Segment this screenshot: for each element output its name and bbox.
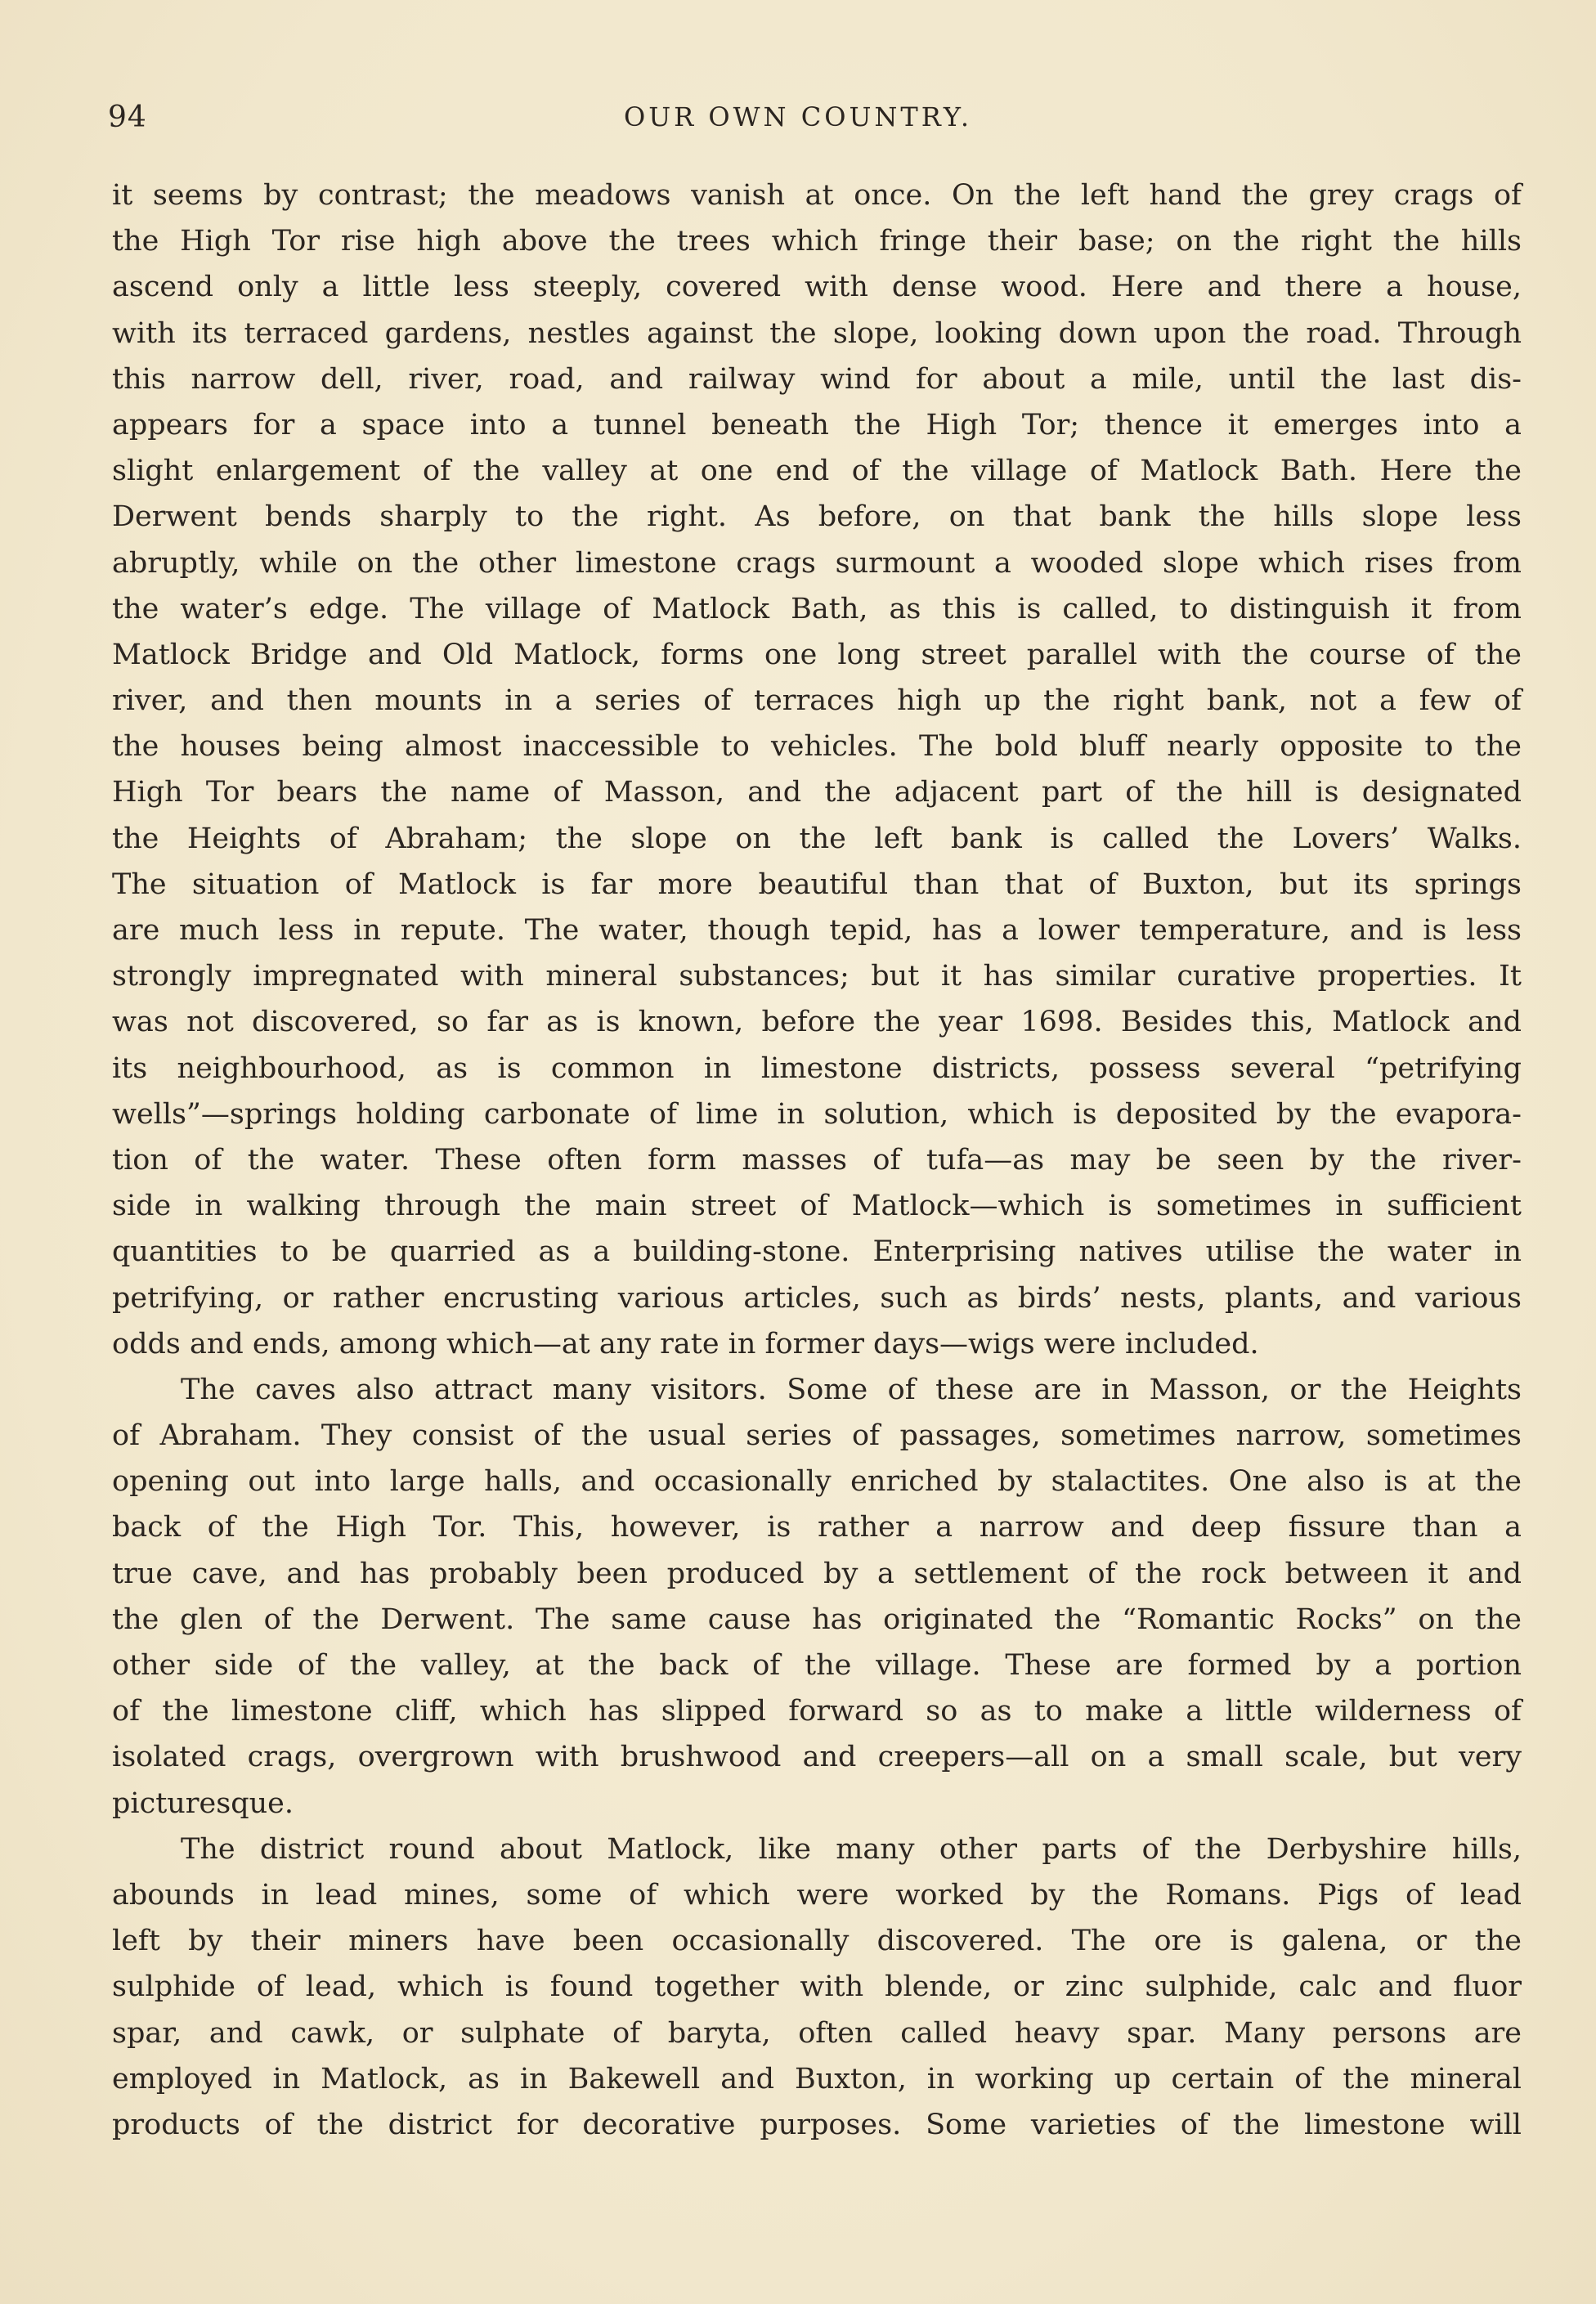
text-line: left by their miners have been occasionally discovered. The ore is galena, or the [112, 1925, 1522, 1958]
text-line: petrifying, or rather encrusting various articles, such as birds’ nests, plants, and various [112, 1281, 1522, 1315]
text-line: slight enlargement of the valley at one end of the village of Matlock Bath. Here the [112, 455, 1522, 488]
text-line: ascend only a little less steeply, covered with dense wood. Here and there a house, [112, 271, 1522, 304]
text-line: picturesque. [112, 1786, 294, 1820]
text-line: products of the district for decorative purposes. Some varieties of the limestone will [112, 2108, 1522, 2141]
text-line: of Abraham. They consist of the usual series of passages, sometimes narrow, sometimes [112, 1419, 1522, 1453]
text-line: The caves also attract many visitors. Some of these are in Masson, or the Heights [181, 1373, 1522, 1406]
text-line: wells”—springs holding carbonate of lime in solution, which is deposited by the evapora- [112, 1097, 1522, 1131]
text-line: this narrow dell, river, road, and railway wind for about a mile, until the last dis- [112, 362, 1522, 396]
running-title: OUR OWN COUNTRY. [623, 101, 973, 132]
text-line: the glen of the Derwent. The same cause has originated the “Romantic Rocks” on the [112, 1602, 1522, 1636]
text-line: it seems by contrast; the meadows vanish at once. On the left hand the grey crags of [112, 179, 1522, 212]
text-line: abounds in lead mines, some of which were worked by the Romans. Pigs of lead [112, 1878, 1522, 1912]
text-line: The situation of Matlock is far more beautiful than that of Buxton, but its springs [112, 867, 1522, 901]
text-line: abruptly, while on the other limestone crags surmount a wooded slope which rises from [112, 546, 1522, 580]
text-line: High Tor bears the name of Masson, and the adjacent part of the hill is designated [112, 776, 1522, 809]
text-line: opening out into large halls, and occasionally enriched by stalactites. One also is at the [112, 1465, 1522, 1499]
text-line: back of the High Tor. This, however, is rather a narrow and deep fissure than a [112, 1511, 1522, 1544]
text-line: the houses being almost inaccessible to vehicles. The bold bluff nearly opposite to the [112, 730, 1522, 764]
text-line: odds and ends, among which—at any rate in former days—wigs were included. [112, 1327, 1259, 1360]
text-line: the water’s edge. The village of Matlock Bath, as this is called, to distinguish it from [112, 592, 1522, 625]
text-line: sulphide of lead, which is found together with blende, or zinc sulphide, calc and fluor [112, 1970, 1522, 2004]
text-line: other side of the valley, at the back of the village. These are formed by a portion [112, 1649, 1522, 1682]
text-line: side in walking through the main street of Matlock—which is sometimes in sufficient [112, 1190, 1522, 1223]
text-line: its neighbourhood, as is common in limestone districts, possess several “petrifying [112, 1051, 1522, 1085]
text-line: spar, and cawk, or sulphate of baryta, often called heavy spar. Many persons are [112, 2016, 1522, 2050]
text-line: the High Tor rise high above the trees which fringe their base; on the right the hills [112, 225, 1522, 258]
text-line: river, and then mounts in a series of terraces high up the right bank, not a few of [112, 684, 1522, 718]
text-line: was not discovered, so far as is known, before the year 1698. Besides this, Matlock and [112, 1006, 1522, 1039]
text-line: strongly impregnated with mineral substances; but it has similar curative properties. It [112, 960, 1522, 993]
text-line: with its terraced gardens, nestles against the slope, looking down upon the road. Through [112, 316, 1522, 350]
text-line: are much less in repute. The water, though tepid, has a lower temperature, and is less [112, 914, 1522, 947]
text-line: The district round about Matlock, like many other parts of the Derbyshire hills, [181, 1832, 1522, 1866]
body-text [112, 173, 1522, 2148]
text-line: tion of the water. These often form masses of tufa—as may be seen by the river- [112, 1143, 1522, 1177]
text-line: of the limestone cliff, which has slipped forward so as to make a little wilderness of [112, 1695, 1522, 1728]
text-line: isolated crags, overgrown with brushwood and creepers—all on a small scale, but very [112, 1741, 1522, 1774]
page-number: 94 [108, 101, 147, 134]
text-line: employed in Matlock, as in Bakewell and Buxton, in working up certain of the mineral [112, 2062, 1522, 2096]
text-line: Derwent bends sharply to the right. As before, on that bank the hills slope less [112, 500, 1522, 534]
text-line: quantities to be quarried as a building-stone. Enterprising natives utilise the water in [112, 1235, 1522, 1269]
text-line: Matlock Bridge and Old Matlock, forms one long street parallel with the course of the [112, 638, 1522, 671]
text-line: true cave, and has probably been produced by a settlement of the rock between it and [112, 1557, 1522, 1590]
text-line: appears for a space into a tunnel beneath the High Tor; thence it emerges into a [112, 408, 1522, 442]
text-line: the Heights of Abraham; the slope on the left bank is called the Lovers’ Walks. [112, 822, 1522, 855]
